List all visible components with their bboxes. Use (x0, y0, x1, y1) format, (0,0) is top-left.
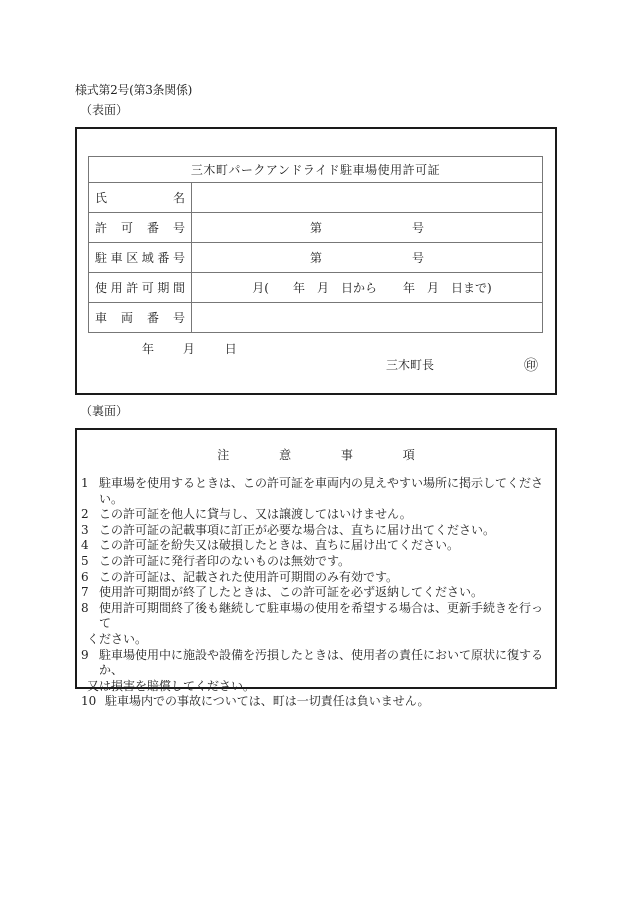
label-char: 可 (120, 221, 133, 235)
name-field[interactable] (192, 183, 543, 213)
note-item (81, 570, 553, 586)
note-text: 駐車場を使用するときは、この許可証を車両内の見えやすい場所に掲示してください。 (99, 476, 544, 506)
permit-front-frame (75, 127, 557, 395)
issue-date (142, 340, 237, 357)
row-vehicle-number (89, 303, 543, 333)
form-number-header: 様式第2号(第3条関係) (75, 83, 193, 97)
note-item (81, 538, 553, 554)
label-char: 氏 (95, 191, 108, 205)
period-start-year: 年 (292, 281, 305, 295)
period-end-month: 月 (427, 281, 440, 295)
back-side-label: （裏面） (80, 404, 129, 418)
label-char: 両 (120, 311, 133, 325)
label-permit-number (89, 213, 192, 243)
label-char: 区 (126, 251, 139, 265)
note-text: この許可証は、記載された使用許可期間のみ有効です。 (99, 569, 399, 584)
permit-table (88, 156, 543, 333)
label-vehicle-number (89, 303, 192, 333)
permit-back-frame (75, 428, 557, 709)
parking-area-number-field[interactable] (192, 243, 543, 273)
number-suffix: 号 (412, 251, 425, 265)
notes-title-char: 注 (217, 448, 230, 462)
note-number: 7 (81, 585, 89, 600)
row-permit-period (89, 273, 543, 303)
number-prefix: 第 (309, 251, 322, 265)
note-number: 2 (81, 507, 89, 522)
label-char: 番 (146, 221, 159, 235)
notes-list (81, 476, 553, 710)
label-char: 用 (110, 281, 123, 295)
note-text: この許可証に発行者印のないものは無効です。 (99, 553, 351, 568)
permit-period-field[interactable] (192, 273, 543, 303)
label-char: 号 (172, 311, 185, 325)
permit-title: 三木町パークアンドライド駐車場使用許可証 (89, 157, 543, 183)
period-months: 月( (252, 281, 269, 295)
label-char: 駐 (95, 251, 108, 265)
vehicle-number-field[interactable] (192, 303, 543, 333)
date-month: 月 (182, 342, 195, 356)
note-text: 使用許可期間が終了したときは、この許可証を必ず返納してください。 (99, 585, 484, 600)
row-name (89, 183, 543, 213)
note-text (99, 601, 553, 632)
note-text: この許可証の記載事項に訂正が必要な場合は、直ちに届け出てください。 (99, 522, 496, 537)
label-char: 域 (141, 251, 154, 265)
note-text: この許可証を紛失又は破損したときは、直ちに届け出てください。 (99, 538, 460, 553)
row-permit-number (89, 213, 543, 243)
note-text-line: 駐車場使用中に施設や設備を汚損したときは、使用者の責任において原状に復するか、 (99, 647, 544, 678)
note-text-continuation: ください。 (87, 631, 148, 646)
label-name (89, 183, 192, 213)
note-number: 1 (81, 476, 89, 490)
period-start-day: 日から (340, 281, 377, 295)
number-prefix: 第 (309, 221, 322, 235)
label-char: 間 (172, 281, 185, 295)
label-char: 番 (157, 251, 170, 265)
note-number: 6 (81, 569, 89, 584)
notes-title (77, 446, 555, 463)
row-parking-area-number (89, 243, 543, 273)
note-number: 10 (81, 694, 97, 709)
note-item (81, 601, 553, 632)
note-item (81, 476, 553, 507)
label-char: 使 (95, 281, 108, 295)
label-parking-area-number (89, 243, 192, 273)
period-end-day: 日まで) (451, 281, 492, 295)
note-number: 4 (81, 538, 89, 553)
date-day: 日 (224, 342, 237, 356)
notes-title-char: 意 (279, 448, 292, 462)
notes-title-char: 事 (340, 448, 353, 462)
label-char: 可 (141, 281, 154, 295)
note-text-line: 使用許可期間終了後も継続して駐車場の使用を希望する場合は、更新手続きを行って (99, 600, 544, 631)
note-continuation (81, 632, 553, 648)
note-item (81, 554, 553, 570)
note-item (81, 523, 553, 539)
note-item (81, 648, 553, 679)
date-year: 年 (142, 342, 155, 356)
period-start-month: 月 (316, 281, 329, 295)
note-text: 駐車場内での事故については、町は一切責任は負いません。 (105, 694, 430, 709)
permit-title-row (89, 157, 543, 183)
label-char: 名 (172, 191, 185, 205)
notes-title-char: 項 (402, 448, 415, 462)
note-text-continuation: 又は損害を賠償してください。 (87, 678, 256, 693)
front-side-label: （表面） (80, 103, 129, 117)
label-char: 号 (172, 221, 185, 235)
label-char: 期 (157, 281, 170, 295)
note-text: この許可証を他人に貸与し、又は譲渡してはいけません。 (99, 507, 412, 522)
label-char: 車 (110, 251, 123, 265)
note-number: 3 (81, 522, 89, 537)
issuer-name: 三木町長 (386, 358, 435, 372)
seal-stamp-icon: ㊞ (524, 358, 538, 374)
label-char: 車 (95, 311, 108, 325)
note-number: 8 (81, 600, 89, 615)
label-permit-period (89, 273, 192, 303)
label-char: 号 (172, 251, 185, 265)
note-item (81, 507, 553, 523)
label-char: 番 (146, 311, 159, 325)
period-end-year: 年 (403, 281, 416, 295)
label-char: 許 (95, 221, 108, 235)
note-continuation (81, 679, 553, 695)
label-char: 許 (126, 281, 139, 295)
note-item (81, 694, 553, 710)
note-number: 9 (81, 647, 89, 662)
permit-number-field[interactable] (192, 213, 543, 243)
note-text (99, 648, 553, 679)
number-suffix: 号 (412, 221, 425, 235)
note-item (81, 585, 553, 601)
note-number: 5 (81, 553, 89, 568)
